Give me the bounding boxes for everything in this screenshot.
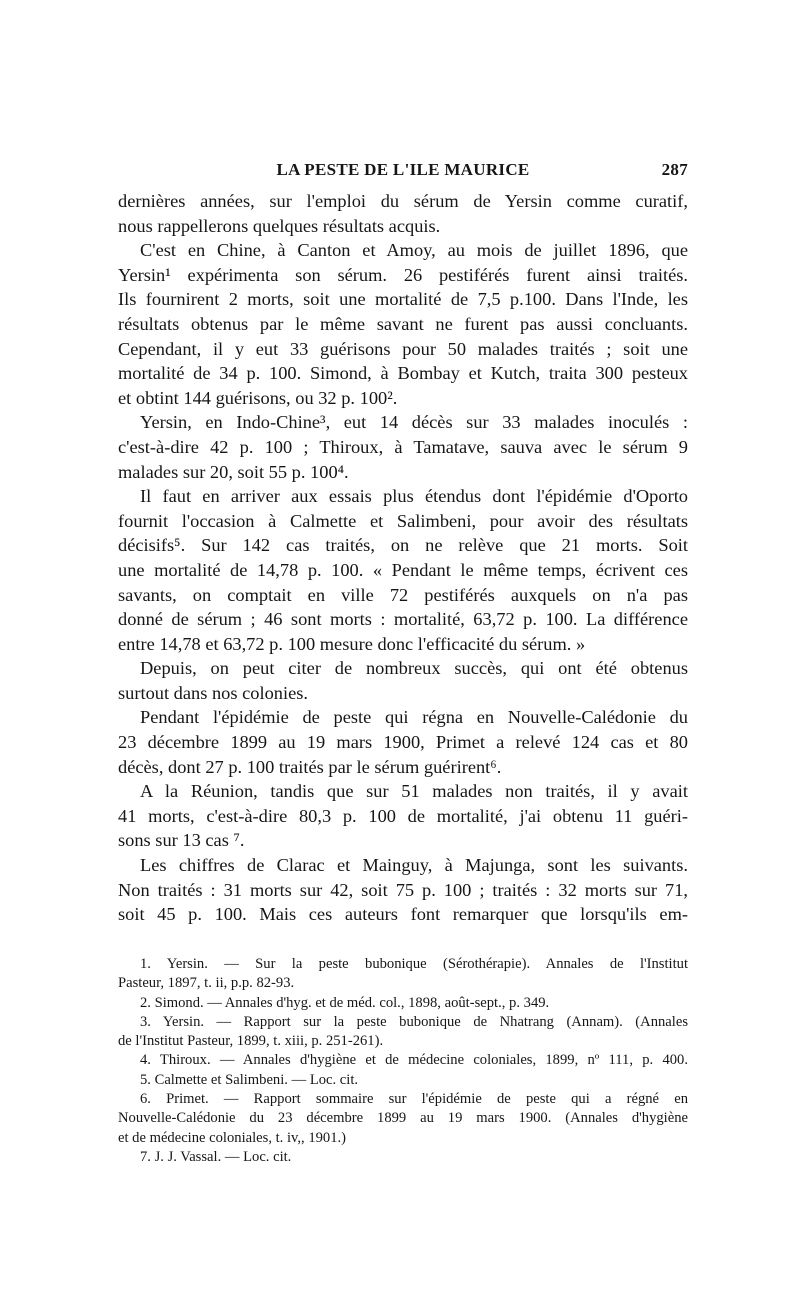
text-line: dernières années, sur l'emploi du sérum de Yersin comme curatif, <box>118 191 688 211</box>
text-line: 41 morts, c'est-à-dire 80,3 p. 100 de mortalité, j'ai obtenu 11 guéri- <box>118 805 688 826</box>
text-line: Cependant, il y eut 33 guérisons pour 50 malades traités ; soit une <box>118 338 688 359</box>
text-line: une mortalité de 14,78 p. 100. « Pendant le même temps, écrivent ces <box>118 559 688 580</box>
footnotes <box>118 955 688 1167</box>
text-line: Il faut en arriver aux essais plus étendus dont l'épidémie d'Oporto <box>140 486 688 507</box>
text-line: A la Réunion, tandis que sur 51 malades non traités, il y avait <box>140 781 688 802</box>
text-line: Ils fournirent 2 morts, soit une mortalité de 7,5 p.100. Dans l'Inde, les <box>118 289 688 310</box>
footnote-line: Nouvelle-Calédonie du 23 décembre 1899 au 19 mars 1900. (Annales d'hygiène <box>118 1110 688 1127</box>
footnote-line: 5. Calmette et Salimbeni. — Loc. cit. <box>140 1071 359 1088</box>
text-line: Yersin, en Indo-Chine³, eut 14 décès sur 33 malades inoculés : <box>140 412 688 433</box>
text-line: entre 14,78 et 63,72 p. 100 mesure donc l'efficacité du sérum. » <box>118 633 586 654</box>
text-line: Yersin¹ expérimenta son sérum. 26 pestiférés furent ainsi traités. <box>118 264 688 285</box>
text-line: surtout dans nos colonies. <box>118 682 309 703</box>
text-line: nous rappellerons quelques résultats acquis. <box>118 215 441 236</box>
footnote-line: 1. Yersin. — Sur la peste bubonique (Sérothérapie). Annales de l'Institut <box>140 956 688 972</box>
text-line: Pendant l'épidémie de peste qui régna en Nouvelle-Calédonie du <box>140 707 688 728</box>
footnote-line: 6. Primet. — Rapport sommaire sur l'épidémie de peste qui a régné en <box>140 1091 688 1108</box>
text-line: sons sur 13 cas ⁷. <box>118 830 245 851</box>
text-line: Non traités : 31 morts sur 42, soit 75 p. 100 ; traités : 32 morts sur 71, <box>118 879 688 900</box>
text-line: et obtint 144 guérisons, ou 32 p. 100². <box>118 387 398 408</box>
text-line: malades sur 20, soit 55 p. 100⁴. <box>118 461 349 482</box>
footnote-line: 4. Thiroux. — Annales d'hygiène et de médecine coloniales, 1899, nº 111, p. 400. <box>140 1052 688 1069</box>
page-number: 287 <box>661 160 688 179</box>
footnote-line: Pasteur, 1897, t. ii, p.p. 82-93. <box>118 975 295 992</box>
running-title: LA PESTE DE L'ILE MAURICE <box>276 160 530 179</box>
text-line: résultats obtenus par le même savant ne furent pas aussi concluants. <box>118 313 688 334</box>
text-line: Les chiffres de Clarac et Mainguy, à Majunga, sont les suivants. <box>140 855 688 876</box>
running-header <box>118 160 688 184</box>
text-line: 23 décembre 1899 au 19 mars 1900, Primet a relevé 124 cas et 80 <box>118 732 688 753</box>
text-line: décisifs⁵. Sur 142 cas traités, on ne relève que 21 morts. Soit <box>118 535 688 556</box>
text-line: c'est-à-dire 42 p. 100 ; Thiroux, à Tamatave, sauva avec le sérum 9 <box>118 436 688 457</box>
footnote-line: et de médecine coloniales, t. iv,, 1901.) <box>118 1129 347 1146</box>
text-line: soit 45 p. 100. Mais ces auteurs font remarquer que lorsqu'ils em- <box>118 904 688 925</box>
text-line: décès, dont 27 p. 100 traités par le sérum guérirent⁶. <box>118 756 502 777</box>
footnote-line: 7. J. J. Vassal. — Loc. cit. <box>140 1148 292 1165</box>
text-line: Depuis, on peut citer de nombreux succès, qui ont été obtenus <box>140 658 688 679</box>
text-line: donné de sérum ; 46 sont morts : mortalité, 63,72 p. 100. La différence <box>118 609 688 630</box>
text-line: mortalité de 34 p. 100. Simond, à Bombay et Kutch, traita 300 pesteux <box>118 363 688 384</box>
footnote-line: 2. Simond. — Annales d'hyg. et de méd. col., 1898, août-sept., p. 349. <box>140 994 550 1011</box>
text-line: savants, on comptait en ville 72 pestiférés auxquels on n'a pas <box>118 584 688 605</box>
footnote-line: de l'Institut Pasteur, 1899, t. xiii, p. 251-261). <box>118 1033 384 1050</box>
text-line: fournit l'occasion à Calmette et Salimbeni, pour avoir des résultats <box>118 510 688 531</box>
text-line: C'est en Chine, à Canton et Amoy, au mois de juillet 1896, que <box>140 240 688 261</box>
body-text <box>118 189 688 927</box>
footnote-line: 3. Yersin. — Rapport sur la peste bubonique de Nhatrang (Annam). (Annales <box>140 1013 688 1030</box>
